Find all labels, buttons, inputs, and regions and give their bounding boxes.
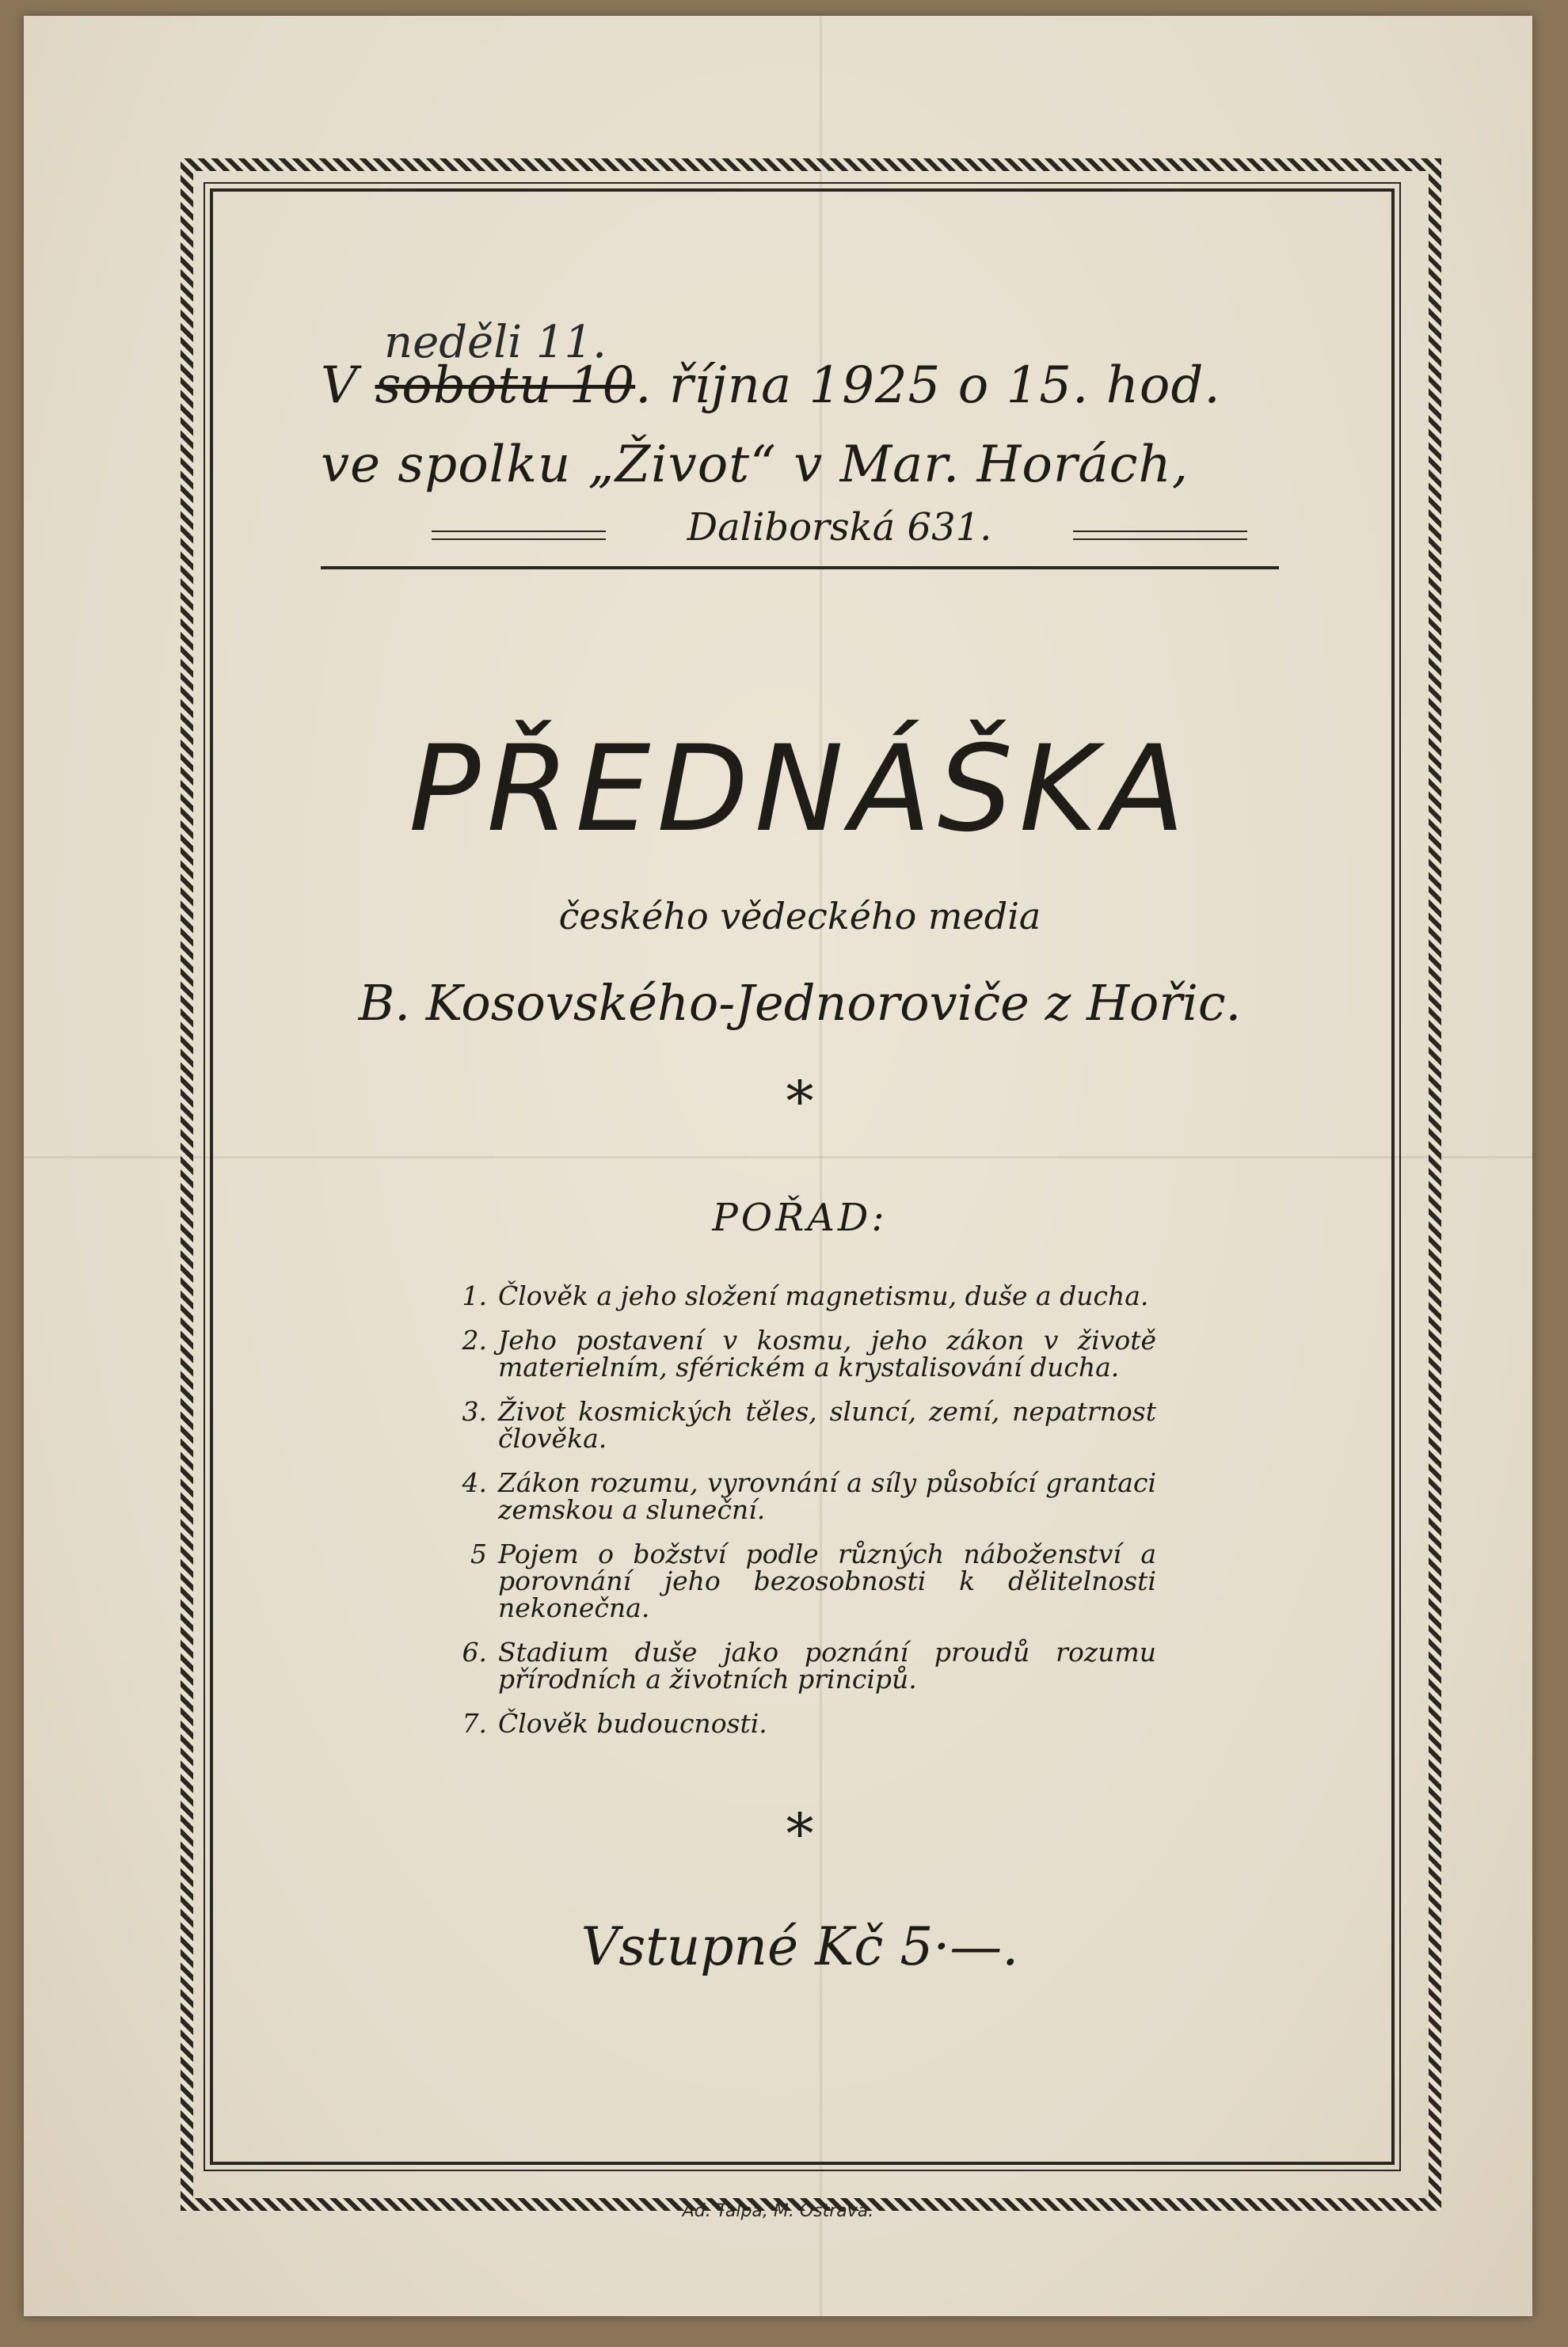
program-heading: POŘAD: [712,1196,888,1240]
poster-title: PŘEDNÁŠKA [409,721,1191,858]
subtitle: českého vědeckého media [558,895,1041,938]
list-item: 1. Člověk a jeho složení magnetismu, duše a ducha. [462,1280,1149,1311]
struck-date: sobotu 10 [375,356,636,415]
program-list [443,1280,1156,1755]
admission-fee: Vstupné Kč 5·—. [580,1916,1019,1977]
list-item: 6. Stadium duše jako poznání proudů rozumu přírodních a životních principů. [462,1637,1156,1695]
speaker-name: B. Kosovského-Jednoroviče z Hořic. [358,974,1242,1032]
address-row [432,505,1247,561]
address: Daliborská 631. [687,505,992,550]
list-item: 2. Jeho postavení v kosmu, jeho zákon v životě materielním, sférickém a krystalisování ducha. [462,1325,1156,1383]
list-item: 3. Život kosmických těles, sluncí, zemí, nepatrnost člověka. [462,1396,1156,1454]
list-item: 5 Pojem o božství podle různých náboženství a porovnání jeho bezosobnosti k dělitelnosti nekonečna. [470,1539,1156,1623]
asterisk-icon: * [786,1801,814,1866]
list-item: 4. Zákon rozumu, vyrovnání a síly působící grantaci zemskou a sluneční. [462,1467,1156,1525]
date-line [321,356,1311,415]
date-rest: . října 1925 o 15. hod. [635,356,1221,415]
printer-imprint: Ad. Talpa, M. Ostrava. [682,2201,874,2221]
asterisk-icon: * [786,1069,814,1134]
date-prefix: V [321,356,359,415]
poster-paper [24,16,1532,2316]
header-divider [321,566,1279,569]
list-item: 7. Člověk budoucnosti. [462,1708,767,1739]
venue-line: ve spolku „Život“ v Mar. Horách, [321,436,1189,494]
handwritten-correction: neděli 11. [384,317,607,368]
double-rule-right [1073,531,1247,540]
